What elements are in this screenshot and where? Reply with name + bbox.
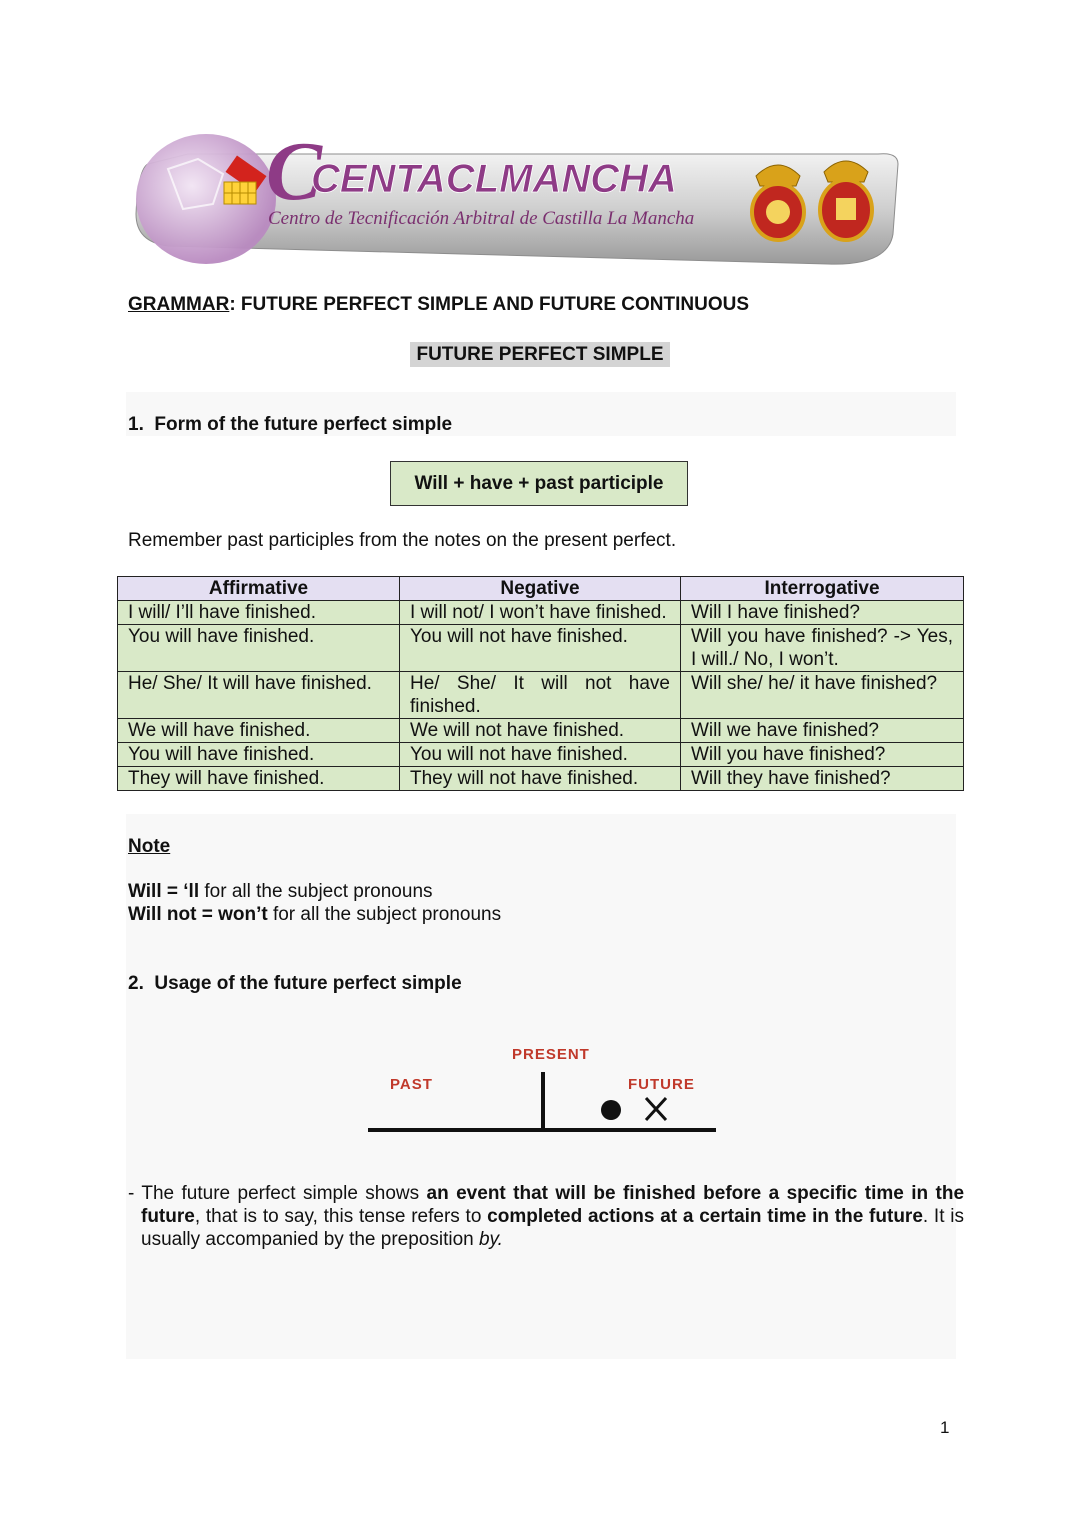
table-cell: You will have finished. bbox=[118, 625, 400, 672]
brand-text: CENTACLMANCHA bbox=[311, 157, 677, 201]
table-row bbox=[118, 767, 964, 791]
note-rule-1: Will = ‘ll bbox=[128, 881, 200, 902]
cross-icon bbox=[646, 1098, 666, 1120]
table-cell: We will have finished. bbox=[118, 719, 400, 743]
table-row bbox=[118, 601, 964, 625]
page-number: 1 bbox=[940, 1418, 950, 1437]
grammar-title-rest: : FUTURE PERFECT SIMPLE AND FUTURE CONTINUOUS bbox=[229, 294, 750, 315]
header-negative: Negative bbox=[400, 577, 681, 601]
table-cell: You will not have finished. bbox=[400, 743, 681, 767]
header-interrogative: Interrogative bbox=[681, 577, 964, 601]
table-cell: I will not/ I won’t have finished. bbox=[400, 601, 681, 625]
note-rule-2: Will not = won’t bbox=[128, 904, 268, 925]
table-cell: He/ She/ It will have finished. bbox=[118, 672, 400, 719]
usage-italic: by. bbox=[478, 1229, 503, 1250]
table-cell: Will you have finished? bbox=[681, 743, 964, 767]
table-cell: They will not have finished. bbox=[400, 767, 681, 791]
usage-bold-1: an event that will be finished before a specific time in the future bbox=[141, 1183, 965, 1227]
crest-icon bbox=[820, 161, 872, 240]
event-dot-icon bbox=[601, 1100, 621, 1120]
table-header-row bbox=[118, 577, 964, 601]
table-cell: Will we have finished? bbox=[681, 719, 964, 743]
table-row bbox=[118, 719, 964, 743]
centaclmancha-logo bbox=[128, 124, 900, 269]
section-1-title: 1. Form of the future perfect simple bbox=[128, 414, 453, 435]
table-cell: You will not have finished. bbox=[400, 625, 681, 672]
formula-text: Will + have + past participle bbox=[414, 472, 664, 494]
table-cell: I will/ I’ll have finished. bbox=[118, 601, 400, 625]
crest-icon bbox=[752, 165, 804, 240]
note-label: Note bbox=[128, 836, 171, 857]
header-affirmative: Affirmative bbox=[118, 577, 400, 601]
note-line-1 bbox=[128, 881, 433, 903]
past-label: PAST bbox=[390, 1076, 433, 1093]
table-cell: You will have finished. bbox=[118, 743, 400, 767]
conjugation-table bbox=[117, 576, 964, 791]
grammar-label: GRAMMAR bbox=[128, 294, 230, 315]
usage-text-2: , that is to say, this tense refers to bbox=[194, 1206, 488, 1227]
table-cell: Will they have finished? bbox=[681, 767, 964, 791]
table-cell: Will you have finished? -> Yes, I will./ No, I won’t. bbox=[681, 625, 964, 672]
note-text-2: for all the subject pronouns bbox=[267, 904, 502, 925]
table-row bbox=[118, 743, 964, 767]
table-cell: We will not have finished. bbox=[400, 719, 681, 743]
section-heading: FUTURE PERFECT SIMPLE bbox=[410, 342, 670, 367]
present-label: PRESENT bbox=[512, 1046, 590, 1063]
timeline-diagram bbox=[360, 1036, 730, 1146]
usage-text-1: - The future perfect simple shows bbox=[128, 1183, 427, 1204]
table-cell: Will she/ he/ it have finished? bbox=[681, 672, 964, 719]
table-cell: They will have finished. bbox=[118, 767, 400, 791]
remember-text: Remember past participles from the notes on the present perfect. bbox=[128, 530, 677, 551]
usage-paragraph bbox=[128, 1182, 964, 1251]
usage-bold-2: completed actions at a certain time in the future bbox=[487, 1206, 923, 1227]
note-line-2 bbox=[128, 904, 501, 926]
note-text-1: for all the subject pronouns bbox=[199, 881, 433, 902]
brand-subtitle: Centro de Tecnificación Arbitral de Castilla La Mancha bbox=[268, 208, 695, 229]
usage-text-3: . It is usually accompanied by the preposition bbox=[141, 1206, 964, 1250]
page-title bbox=[128, 294, 749, 316]
section-2-title: 2. Usage of the future perfect simple bbox=[128, 973, 462, 994]
table-cell: Will I have finished? bbox=[681, 601, 964, 625]
table-cell: He/ She/ It will not have finished. bbox=[400, 672, 681, 719]
svg-text:C: C bbox=[266, 125, 323, 218]
formula-box bbox=[390, 461, 688, 506]
future-label: FUTURE bbox=[628, 1076, 695, 1093]
table-row bbox=[118, 625, 964, 672]
table-row bbox=[118, 672, 964, 719]
